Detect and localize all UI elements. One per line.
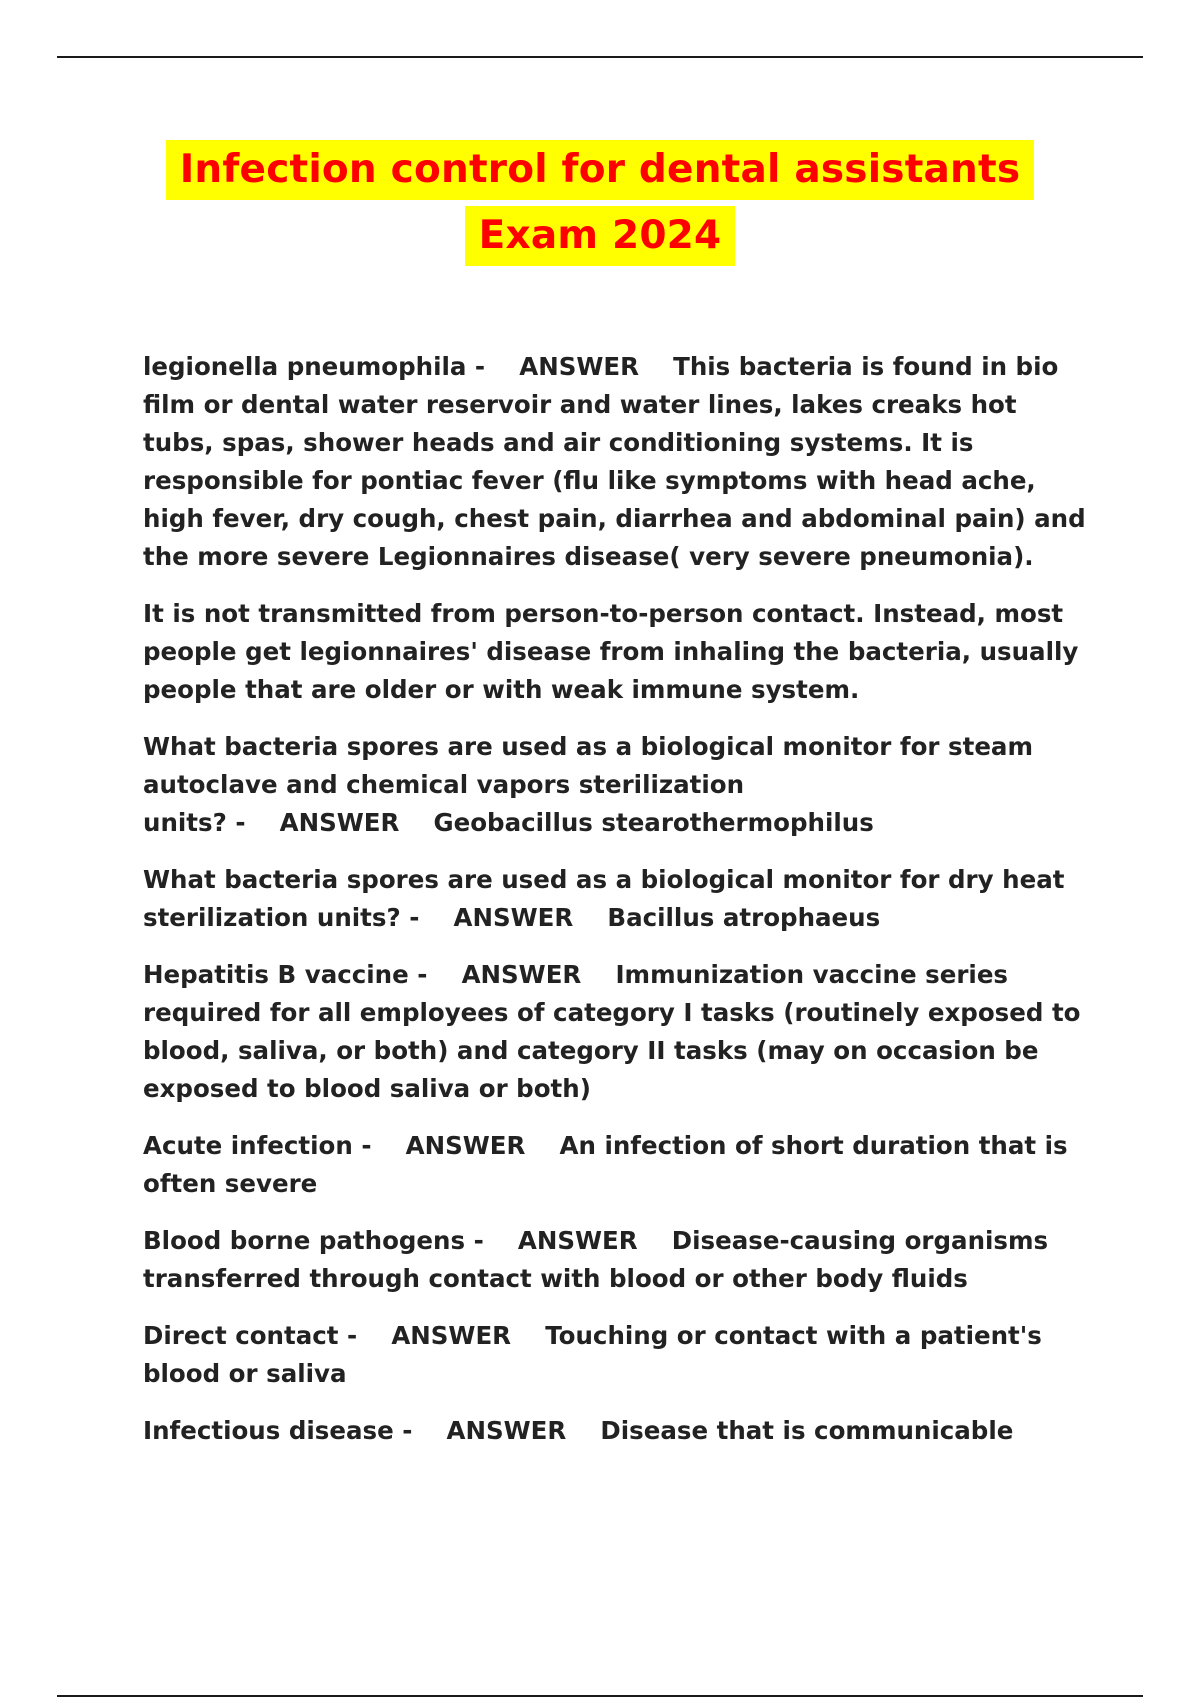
- bottom-rule: [57, 1695, 1143, 1697]
- answer-label: ANSWER: [517, 1226, 638, 1255]
- title-line-1: Infection control for dental assistants: [166, 140, 1035, 200]
- separator: -: [465, 1226, 518, 1255]
- qa-item: [143, 1127, 1093, 1203]
- question-term: What bacteria spores are used as a biological monitor for steam autoclave and chemical vapors sterilization units?: [143, 732, 1042, 837]
- separator: -: [393, 1416, 447, 1445]
- answer-label: ANSWER: [519, 352, 639, 381]
- title-line-2: Exam 2024: [465, 206, 736, 266]
- answer-text: This bacteria is found in bio film or dental water reservoir and water lines, lakes creaks hot tubs, spas, shower heads and air conditioning systems. It is responsible for pontiac fever (flu like symptoms with head ache, high fever, dry cough, chest pain, diarrhea and abdominal pain) and the more severe Legionnaires disease( very severe pneumonia).: [143, 352, 1095, 571]
- question-term: What bacteria spores are used as a biological monitor for dry heat sterilization units?: [143, 865, 1073, 932]
- document-title: [0, 140, 1200, 266]
- answer-label: ANSWER: [461, 960, 582, 989]
- answer-label: ANSWER: [446, 1416, 567, 1445]
- answer-text: Geobacillus stearothermophilus: [433, 808, 874, 837]
- question-term: legionella pneumophila: [143, 352, 467, 381]
- answer-label: ANSWER: [453, 903, 574, 932]
- question-term: Infectious disease: [143, 1416, 394, 1445]
- answer-text: Disease that is communicable: [600, 1416, 1014, 1445]
- question-term: Direct contact: [143, 1321, 339, 1350]
- answer-text: Disease-causing organisms transferred through contact with blood or other body fluids: [143, 1226, 1057, 1293]
- answer-label: ANSWER: [405, 1131, 526, 1160]
- separator: -: [400, 903, 454, 932]
- answer-text: An infection of short duration that is often severe: [143, 1131, 1077, 1198]
- question-term: Blood borne pathogens: [143, 1226, 466, 1255]
- qa-item: [143, 956, 1093, 1108]
- answer-text: Touching or contact with a patient's blood or saliva: [143, 1321, 1051, 1388]
- answer-label: ANSWER: [279, 808, 400, 837]
- qa-item: [143, 348, 1093, 576]
- qa-list: [143, 348, 1093, 1469]
- answer-text: It is not transmitted from person-to-person contact. Instead, most people get legionnaires' disease from inhaling the bacteria, usually people that are older or with weak immune system.: [143, 599, 1087, 704]
- separator: -: [338, 1321, 392, 1350]
- qa-item: [143, 861, 1093, 937]
- answer-text: Bacillus atrophaeus: [607, 903, 881, 932]
- qa-continuation: [143, 595, 1093, 709]
- answer-label: ANSWER: [391, 1321, 512, 1350]
- qa-item: [143, 728, 1093, 842]
- question-term: Acute infection: [143, 1131, 353, 1160]
- separator: -: [466, 352, 520, 381]
- qa-item: [143, 1317, 1093, 1393]
- separator: -: [352, 1131, 406, 1160]
- separator: -: [226, 808, 280, 837]
- top-rule: [57, 56, 1143, 58]
- question-term: Hepatitis B vaccine: [143, 960, 409, 989]
- qa-item: [143, 1222, 1093, 1298]
- separator: -: [408, 960, 462, 989]
- answer-text: Immunization vaccine series required for all employees of category I tasks (routinely exposed to blood, saliva, or both) and category II tasks (may on occasion be exposed to blood saliva or both): [143, 960, 1090, 1103]
- qa-item: [143, 1412, 1093, 1450]
